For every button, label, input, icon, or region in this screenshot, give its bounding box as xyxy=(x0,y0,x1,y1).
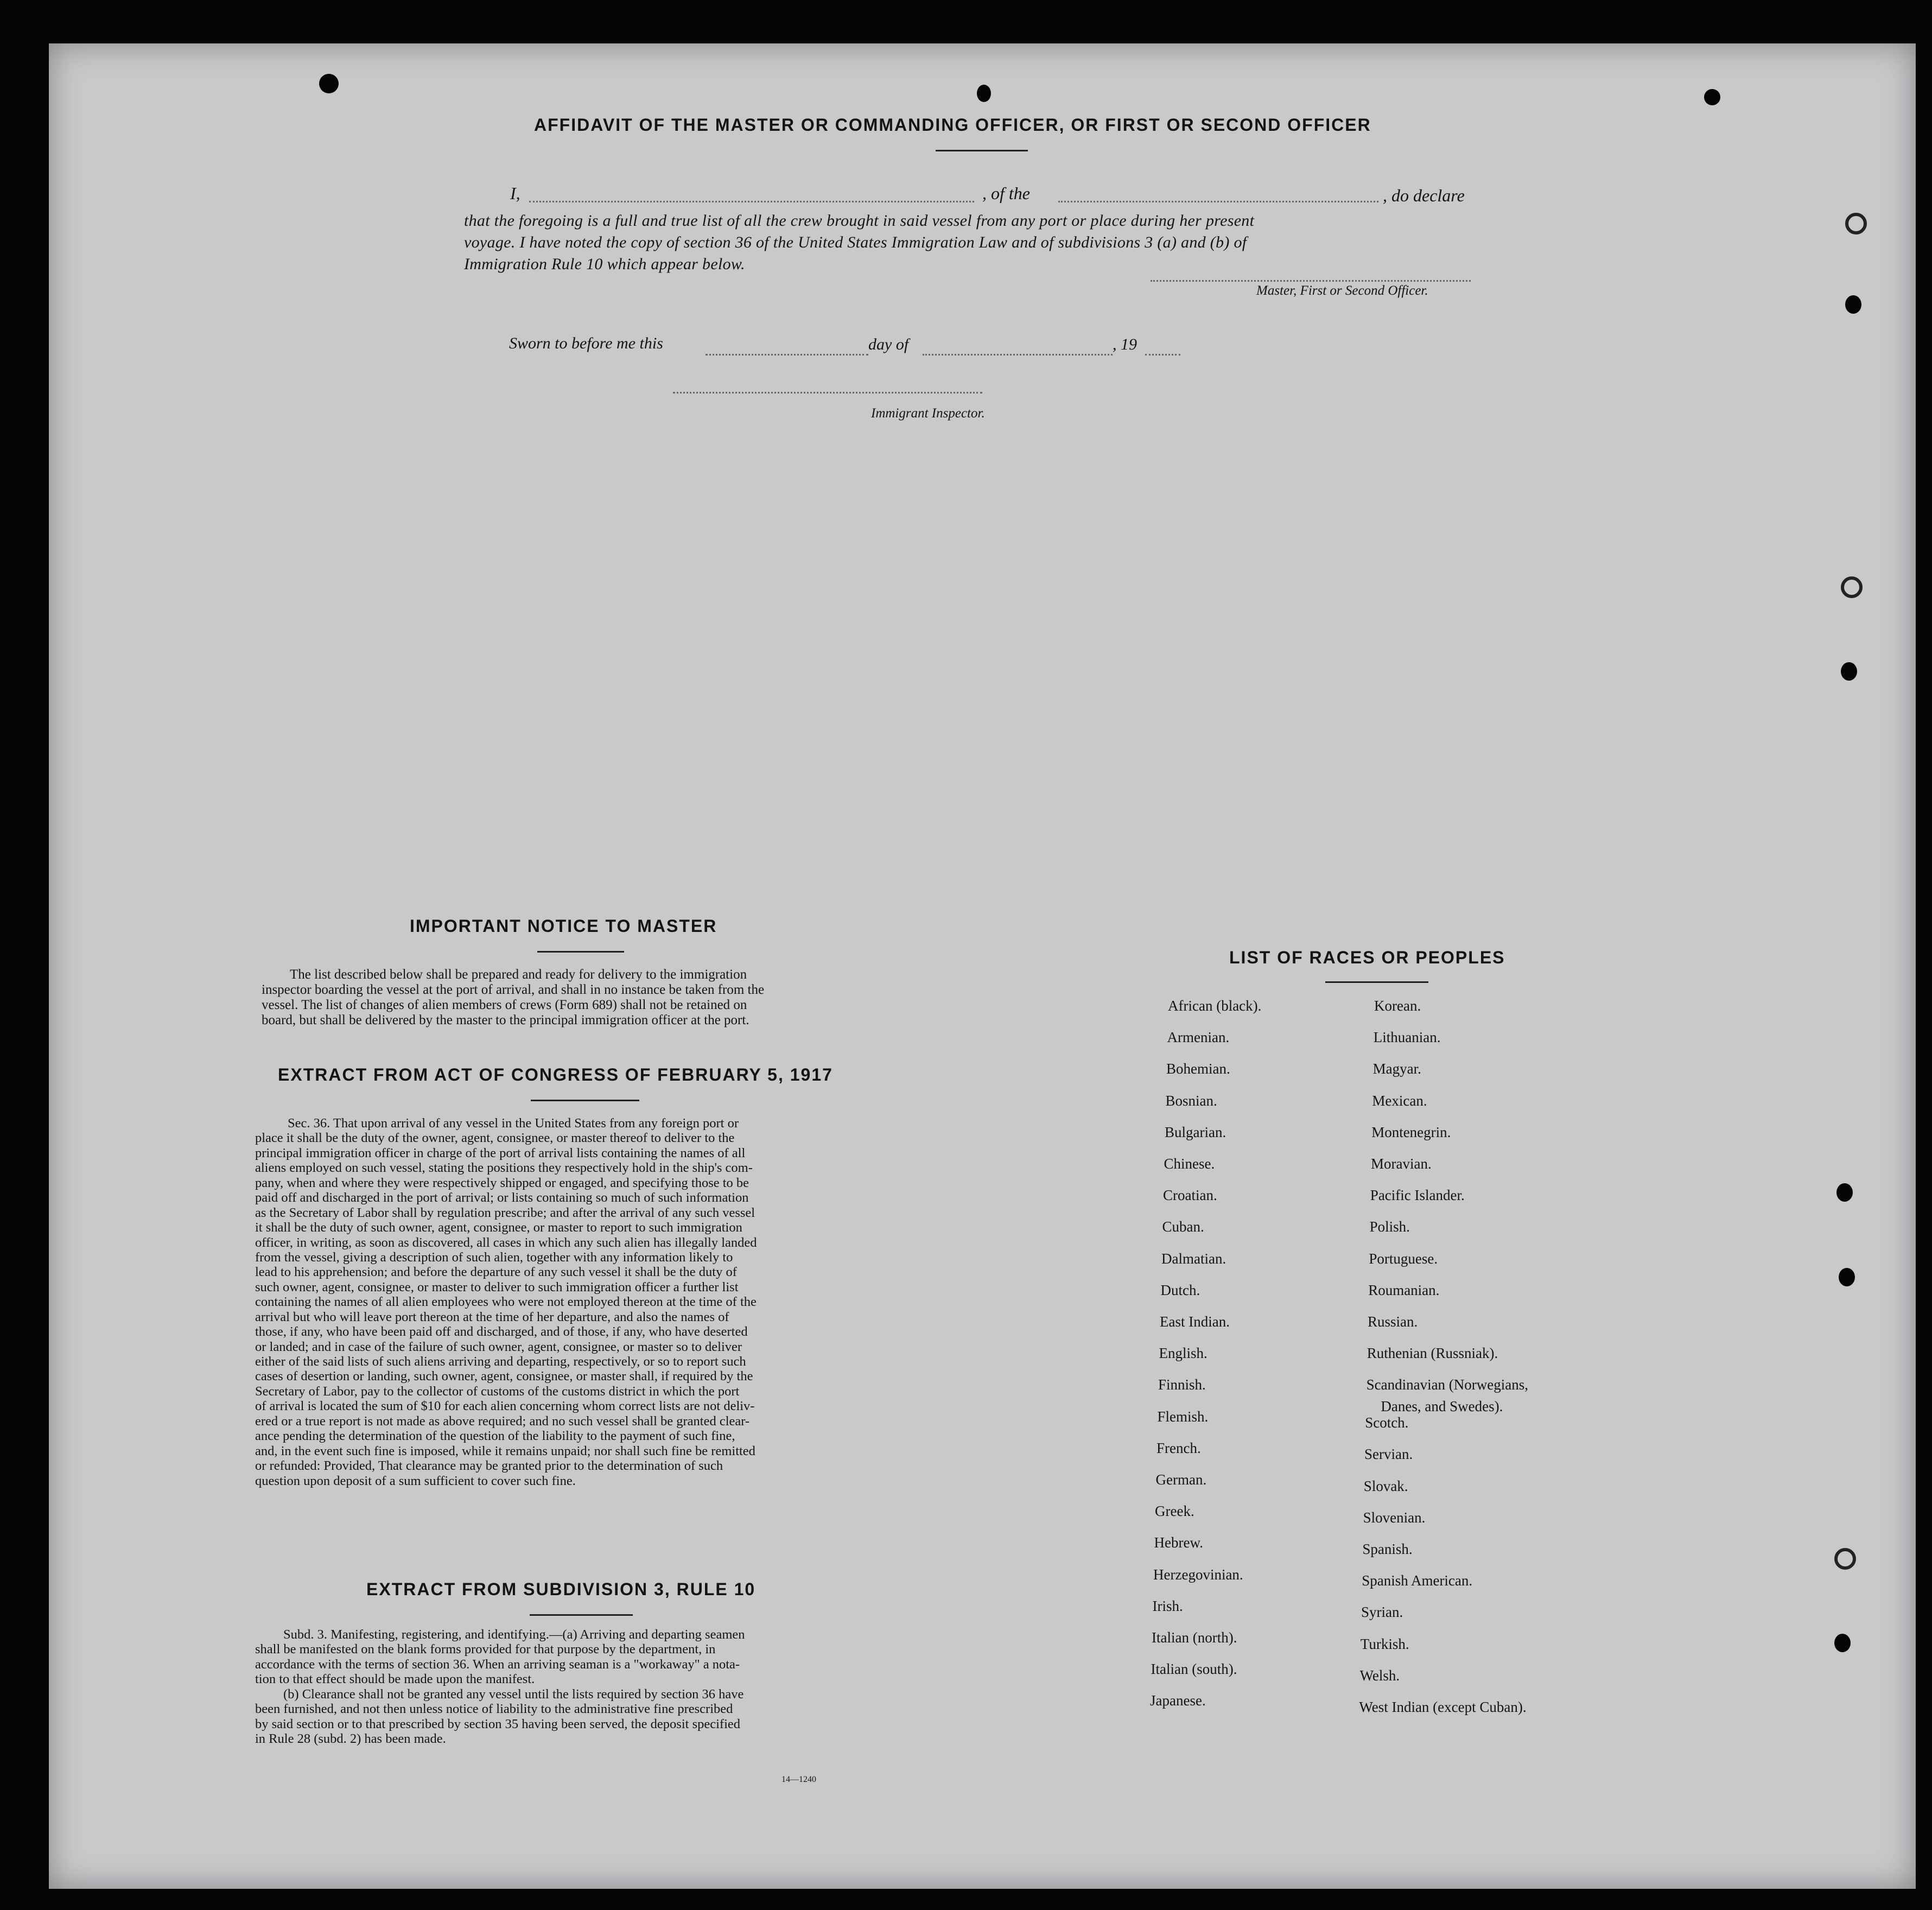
sworn-label: Sworn to before me this xyxy=(509,334,663,352)
act-line: from the vessel, giving a description of such alien, together with any information likely to xyxy=(255,1249,733,1265)
act-line: either of the said lists of such aliens arriving and departing, respectively, or so to report such xyxy=(255,1354,746,1369)
race-item: Spanish American. xyxy=(1362,1572,1473,1589)
divider xyxy=(530,1614,633,1616)
act-line: containing the names of all alien employees who were not employed thereon at the time of the xyxy=(255,1295,757,1310)
act-line: place it shall be the duty of the owner, agent, consignee, or master thereof to deliver to the xyxy=(255,1131,735,1146)
race-item: Pacific Islander. xyxy=(1370,1187,1465,1204)
punch-hole xyxy=(319,74,339,93)
race-item: Spanish. xyxy=(1362,1541,1413,1558)
punch-hole xyxy=(1839,1268,1855,1286)
race-item: French. xyxy=(1156,1439,1201,1456)
race-item: German. xyxy=(1155,1471,1207,1488)
race-item: Slovenian. xyxy=(1363,1509,1426,1526)
race-item: Servian. xyxy=(1364,1446,1413,1463)
race-item: English. xyxy=(1159,1345,1208,1362)
race-item: Greek. xyxy=(1155,1503,1194,1520)
race-item: Italian (north). xyxy=(1152,1629,1237,1646)
act-heading: EXTRACT FROM ACT OF CONGRESS OF FEBRUARY 5, 1917 xyxy=(278,1065,833,1084)
race-item: Portuguese. xyxy=(1369,1250,1438,1267)
race-item: Finnish. xyxy=(1158,1376,1206,1393)
notice-text xyxy=(262,967,884,1028)
race-item: Bohemian. xyxy=(1166,1061,1230,1077)
act-line: of arrival is located the sum of $10 for each alien concerning whom correct lists are not deliv- xyxy=(255,1399,755,1414)
race-item: Herzegovinian. xyxy=(1153,1566,1243,1583)
race-item: West Indian (except Cuban). xyxy=(1359,1699,1527,1716)
race-item: East Indian. xyxy=(1160,1313,1230,1330)
act-line: aliens employed on such vessel, stating the positions they respectively hold in the ship's com- xyxy=(255,1160,753,1176)
punch-hole xyxy=(1704,89,1720,105)
inspector-caption: Immigrant Inspector. xyxy=(871,406,985,421)
divider xyxy=(1325,981,1428,983)
act-line: and, in the event such fine is imposed, while it remains unpaid; nor shall such fine be remitted xyxy=(255,1443,755,1458)
divider xyxy=(936,150,1028,151)
act-line: ered or a true report is not made as above required; and no such vessel shall be granted clear- xyxy=(255,1413,750,1429)
document-page xyxy=(49,43,1916,1889)
act-line: paid off and discharged in the port of arrival; or lists containing so much of such information xyxy=(255,1190,749,1205)
race-item: Chinese. xyxy=(1164,1156,1215,1172)
divider xyxy=(531,1100,639,1101)
rule-line: (b) Clearance shall not be granted any vessel until the lists required by section 36 have xyxy=(283,1686,744,1702)
rule-text xyxy=(255,1627,877,1747)
rule-line: in Rule 28 (subd. 2) has been made. xyxy=(255,1731,446,1747)
affidavit-line: voyage. I have noted the copy of section 36 of the United States Immigration Law and of subdivisions 3 (a) and (b) of xyxy=(464,233,1247,251)
punch-hole xyxy=(1845,213,1867,234)
form-number: 14—1240 xyxy=(781,1775,816,1784)
act-line: pany, when and where they were respectively shipped or engaged, and specifying those to be xyxy=(255,1175,749,1190)
divider xyxy=(537,951,624,953)
race-item: Magyar. xyxy=(1372,1061,1421,1077)
race-item: Bulgarian. xyxy=(1165,1124,1226,1140)
rule-line: by said section or to that prescribed by section 35 having been served, the deposit specified xyxy=(255,1716,740,1731)
act-text xyxy=(255,1116,880,1488)
act-line: those, if any, who have been paid off and discharged, and of those, if any, who have deserted xyxy=(255,1324,748,1340)
act-line: officer, in writing, as soon as discovered, all cases in which any such alien has illegally landed xyxy=(255,1235,757,1250)
punch-hole xyxy=(1841,576,1863,598)
race-item: Turkish. xyxy=(1360,1635,1409,1652)
race-item: Ruthenian (Russniak). xyxy=(1367,1345,1498,1362)
rule-line: tion to that effect should be made upon the manifest. xyxy=(255,1672,535,1687)
race-item: African (black). xyxy=(1168,998,1262,1014)
act-line: lead to his apprehension; and before the departure of any such vessel it shall be the duty of xyxy=(255,1265,737,1280)
race-item: Dalmatian. xyxy=(1161,1250,1226,1267)
races-heading: LIST OF RACES OR PEOPLES xyxy=(1229,948,1505,967)
race-item: Flemish. xyxy=(1157,1408,1209,1425)
race-item: Korean. xyxy=(1374,998,1421,1014)
rule-line: been furnished, and not then unless notice of liability to the administrative fine prescribed xyxy=(255,1702,733,1717)
rule-heading: EXTRACT FROM SUBDIVISION 3, RULE 10 xyxy=(366,1579,756,1599)
vessel-blank xyxy=(1058,201,1378,202)
affidavit-line: that the foregoing is a full and true list of all the crew brought in said vessel from any port or place during her present xyxy=(464,212,1255,230)
race-item: Lithuanian. xyxy=(1373,1029,1441,1046)
affidavit-do-declare: , do declare xyxy=(1383,186,1465,205)
race-item: Moravian. xyxy=(1371,1156,1432,1172)
race-item: Bosnian. xyxy=(1165,1092,1217,1109)
punch-hole xyxy=(1834,1548,1856,1570)
notice-line: inspector boarding the vessel at the port of arrival, and shall in no instance be taken from the xyxy=(262,982,765,997)
name-blank xyxy=(529,201,974,202)
inspector-blank xyxy=(673,392,982,394)
punch-hole xyxy=(1845,295,1861,314)
race-item: Russian. xyxy=(1368,1313,1418,1330)
race-item: Scandinavian (Norwegians, xyxy=(1366,1376,1529,1393)
race-item: Welsh. xyxy=(1359,1667,1400,1684)
punch-hole xyxy=(1834,1634,1851,1652)
affidavit-of-the: , of the xyxy=(982,183,1030,203)
year-label: , 19 xyxy=(1113,335,1137,353)
day-blank xyxy=(706,354,868,356)
race-item: Scotch. xyxy=(1365,1414,1409,1431)
signature-caption: Master, First or Second Officer. xyxy=(1256,283,1428,298)
race-item: Cuban. xyxy=(1162,1219,1204,1235)
act-line: principal immigration officer in charge of the port of arrival lists containing the names of all xyxy=(255,1145,746,1160)
notice-line: vessel. The list of changes of alien members of crews (Form 689) shall not be retained on xyxy=(262,998,747,1012)
act-line: it shall be the duty of such owner, agent, consignee, or master to report to such immigration xyxy=(255,1220,742,1235)
act-line: or landed; and in case of the failure of such owner, agent, consignee, or master so to deliver xyxy=(255,1339,742,1354)
race-item: Polish. xyxy=(1369,1219,1410,1235)
race-item: Mexican. xyxy=(1372,1092,1427,1109)
act-line: Secretary of Labor, pay to the collector of customs of the customs district in which the port xyxy=(255,1384,740,1399)
race-item: Irish. xyxy=(1152,1597,1183,1614)
act-line: arrival but who will leave port thereon at the time of her departure, and also the names of xyxy=(255,1309,729,1324)
signature-blank xyxy=(1151,280,1471,282)
rule-line: accordance with the terms of section 36. When an arriving seaman is a "workaway" a nota- xyxy=(255,1657,740,1672)
notice-line: board, but shall be delivered by the master to the principal immigration officer at the port. xyxy=(262,1013,749,1027)
race-item: Croatian. xyxy=(1163,1187,1217,1204)
race-item: Dutch. xyxy=(1160,1281,1200,1298)
punch-hole xyxy=(977,85,991,102)
rule-line: Subd. 3. Manifesting, registering, and identifying.—(a) Arriving and departing seamen xyxy=(283,1627,745,1642)
race-item: Montenegrin. xyxy=(1371,1124,1451,1140)
race-item: Danes, and Swedes). xyxy=(1381,1398,1503,1415)
race-item: Japanese. xyxy=(1150,1692,1206,1709)
act-line: as the Secretary of Labor shall by regulation prescribe; and after the arrival of any such vessel xyxy=(255,1205,755,1220)
notice-line: The list described below shall be prepared and ready for delivery to the immigration xyxy=(290,967,747,982)
affidavit-heading: AFFIDAVIT OF THE MASTER OR COMMANDING OFFICER, OR FIRST OR SECOND OFFICER xyxy=(534,115,1371,135)
race-item: Italian (south). xyxy=(1151,1661,1237,1678)
affidavit-i-label: I, xyxy=(510,183,520,203)
rule-line: shall be manifested on the blank forms provided for that purpose by the department, in xyxy=(255,1642,716,1657)
act-line: such owner, agent, consignee, or master to deliver to such immigration officer a further list xyxy=(255,1279,739,1295)
act-line: Sec. 36. That upon arrival of any vessel in the United States from any foreign port or xyxy=(288,1116,739,1131)
year-blank xyxy=(1145,354,1180,356)
month-blank xyxy=(923,354,1113,356)
race-item: Armenian. xyxy=(1167,1029,1230,1046)
day-of-label: day of xyxy=(868,335,909,353)
race-item: Hebrew. xyxy=(1154,1534,1203,1551)
race-item: Syrian. xyxy=(1361,1604,1403,1621)
race-item: Roumanian. xyxy=(1368,1281,1440,1298)
punch-hole xyxy=(1841,662,1857,681)
act-line: ance pending the determination of the question of the liability to the payment of such fine, xyxy=(255,1429,735,1444)
act-line: or refunded: Provided, That clearance may be granted prior to the determination of such xyxy=(255,1458,723,1474)
race-item: Slovak. xyxy=(1363,1477,1408,1494)
act-line: cases of desertion or landing, such owner, agent, consignee, or master shall, if required by the xyxy=(255,1369,753,1384)
affidavit-line: Immigration Rule 10 which appear below. xyxy=(464,255,745,273)
act-line: question upon deposit of a sum sufficient to cover such fine. xyxy=(255,1473,576,1488)
notice-heading: IMPORTANT NOTICE TO MASTER xyxy=(410,916,717,936)
punch-hole xyxy=(1836,1183,1853,1202)
